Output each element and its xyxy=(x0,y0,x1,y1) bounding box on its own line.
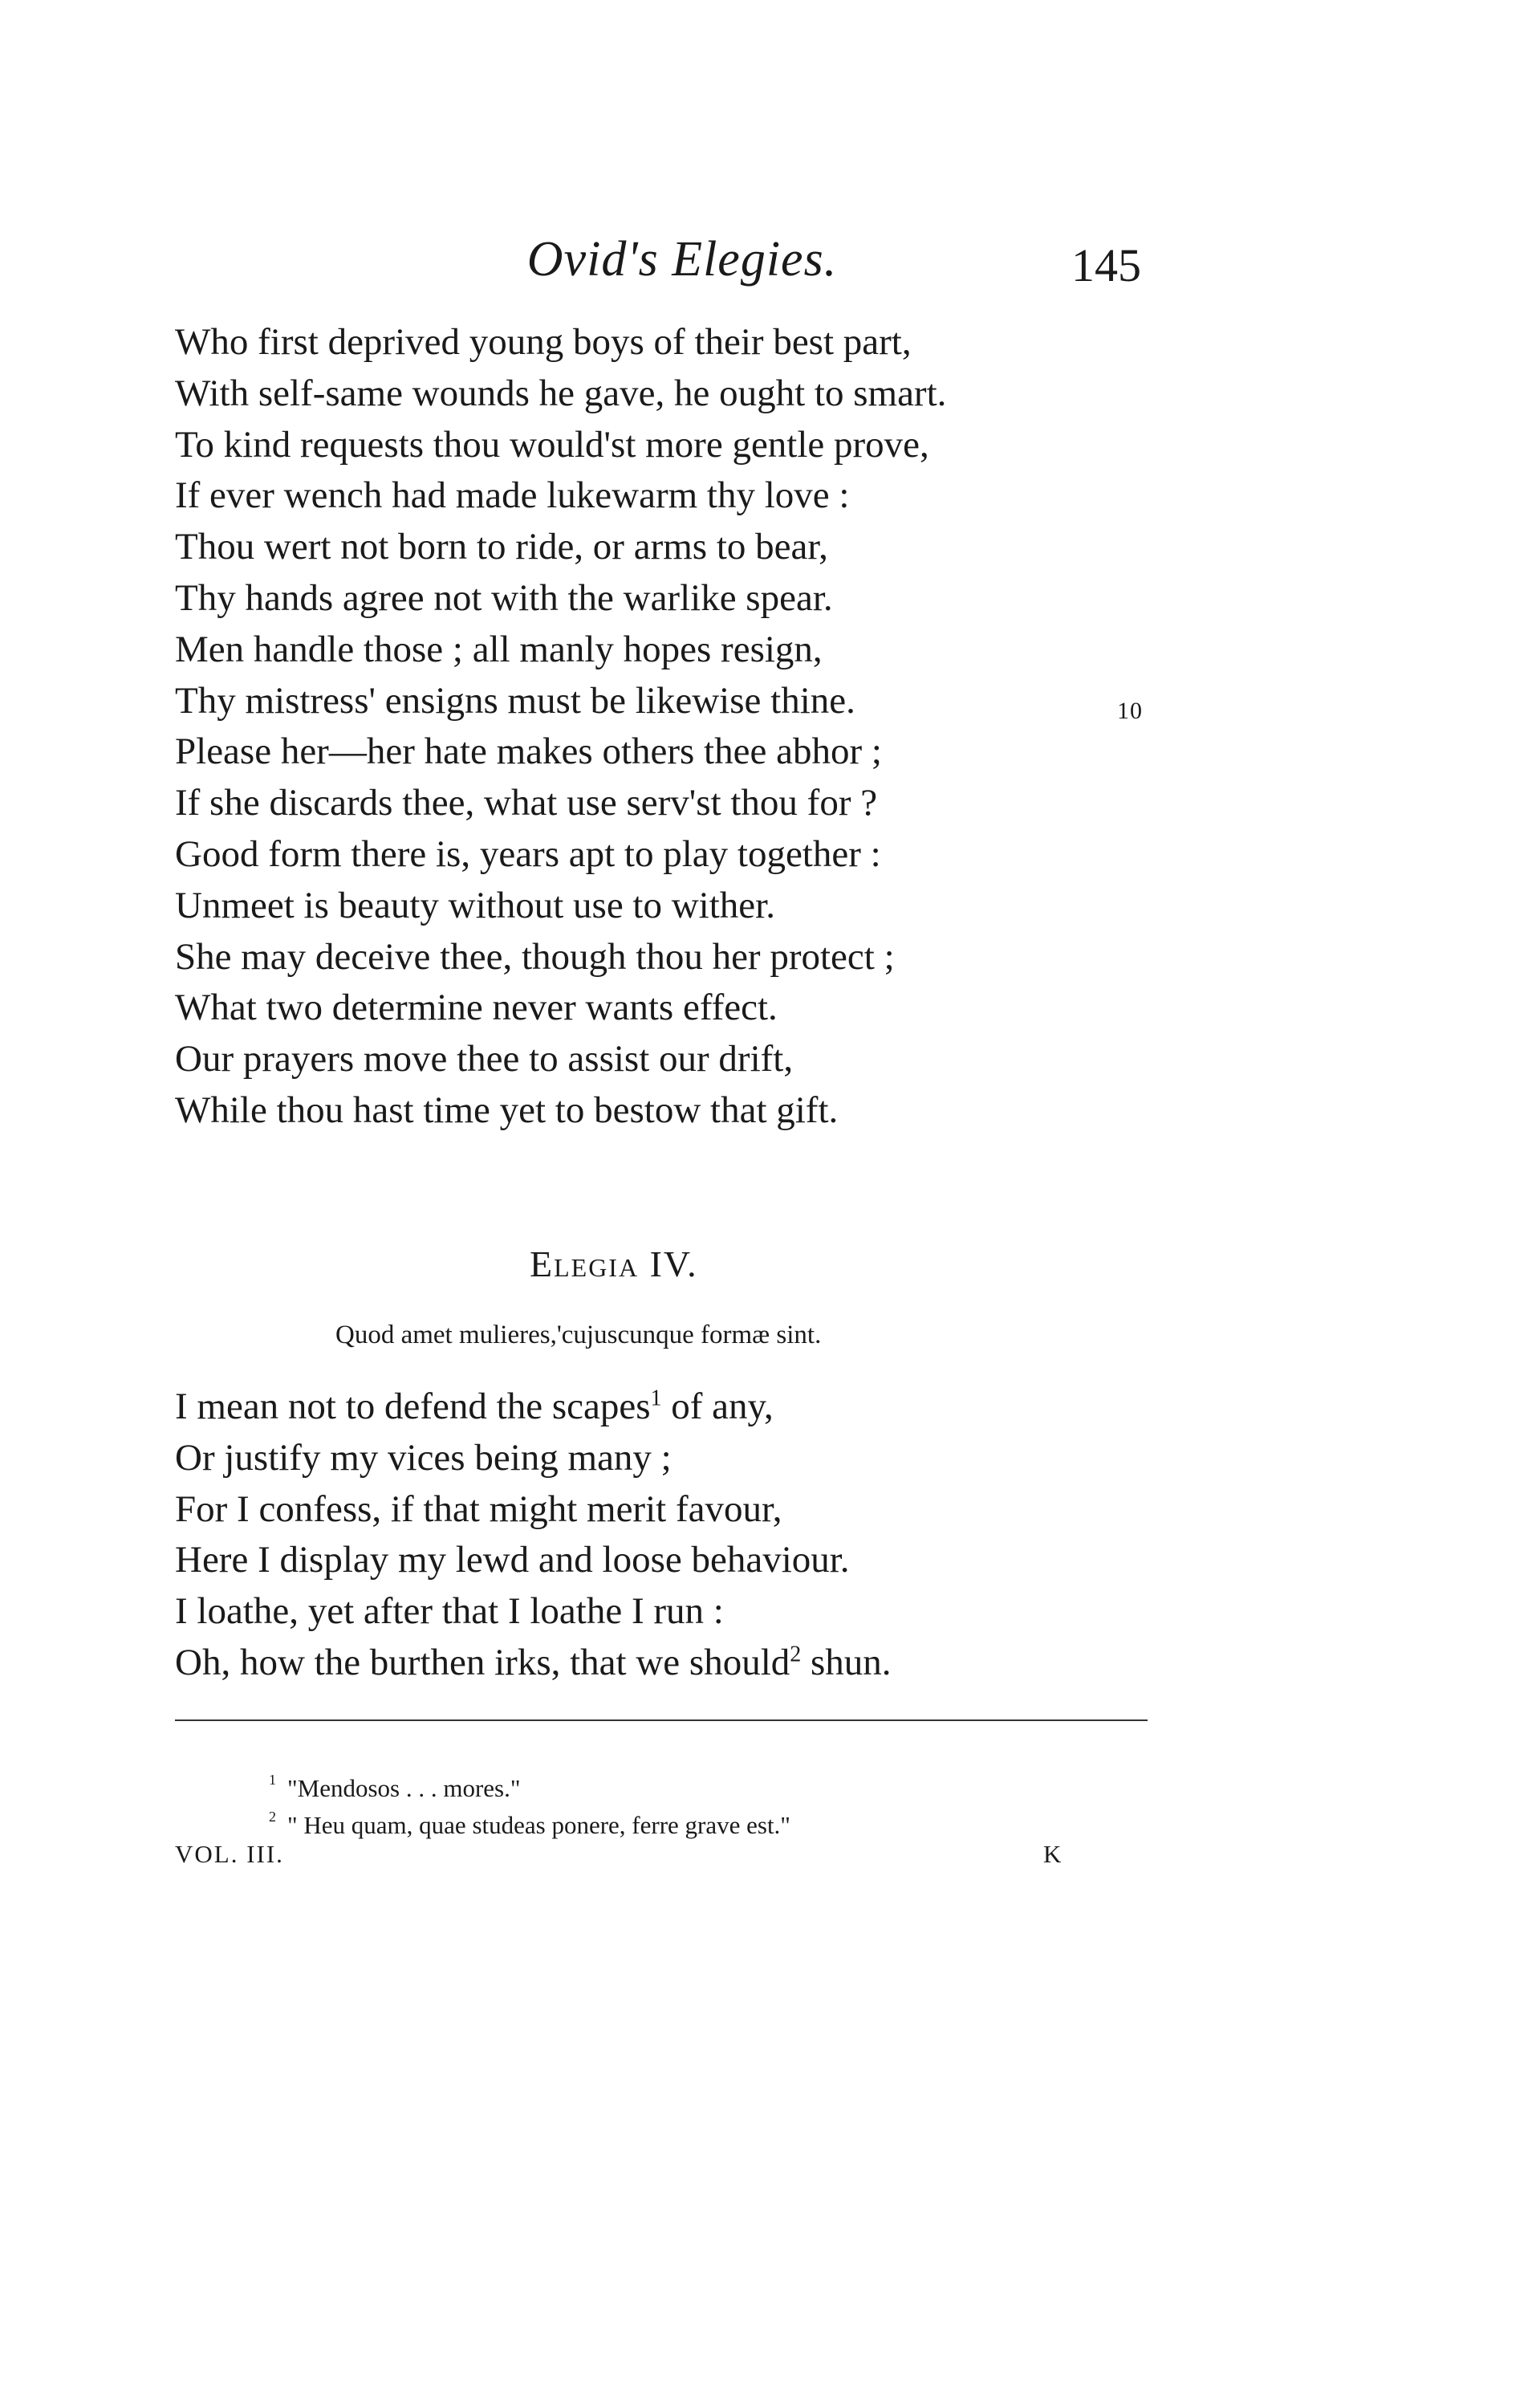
footnote-mark: 1 xyxy=(269,1772,276,1788)
verse-text: shun. xyxy=(801,1641,892,1683)
footnote-reference: 2 xyxy=(790,1642,802,1667)
verse-line: Here I display my lewd and loose behaviour. xyxy=(175,1539,850,1581)
verse-line: Unmeet is beauty without use to wither. xyxy=(175,884,775,926)
verse-line: Men handle those ; all manly hopes resign, xyxy=(175,628,823,670)
verse-line: For I confess, if that might merit favour, xyxy=(175,1487,782,1530)
verse-line xyxy=(175,1638,1138,1689)
running-title: Ovid's Elegies. xyxy=(526,232,838,287)
verse-line: Please her—her hate makes others thee abhor ; xyxy=(175,730,882,773)
section-heading xyxy=(530,1242,1011,1287)
section-heading-numeral: IV. xyxy=(649,1243,698,1284)
verse-line: She may deceive thee, though thou her protect ; xyxy=(175,935,895,978)
section-heading-word: Elegia xyxy=(530,1243,640,1284)
verse-line xyxy=(175,1382,1138,1433)
verse-text: Oh, how the burthen irks, that we should xyxy=(175,1641,790,1683)
footnote-mark: 2 xyxy=(269,1809,276,1825)
verse-text: of any, xyxy=(661,1386,774,1427)
verse-line: What two determine never wants effect. xyxy=(175,987,778,1029)
verse-line: If she discards thee, what use serv'st thou for ? xyxy=(175,782,878,824)
verse-line: With self-same wounds he gave, he ought to smart. xyxy=(175,372,947,414)
verse-block-bottom xyxy=(175,1382,1138,1689)
footnote-text: " Heu quam, quae studeas ponere, ferre grave est." xyxy=(287,1811,790,1839)
page-number: 145 xyxy=(1071,239,1141,291)
verse-line: Who first deprived young boys of their best part, xyxy=(175,321,912,363)
verse-line: While thou hast time yet to bestow that gift. xyxy=(175,1089,839,1131)
verse-line: Or justify my vices being many ; xyxy=(175,1436,672,1479)
verse-line: I loathe, yet after that I loathe I run : xyxy=(175,1590,724,1633)
line-number-marker: 10 xyxy=(1117,698,1143,724)
footnotes xyxy=(269,1770,790,1844)
footnote-text: "Mendosos . . . mores." xyxy=(287,1774,521,1802)
footnote xyxy=(269,1807,790,1844)
footnote-reference: 1 xyxy=(650,1386,662,1411)
verse-text: I mean not to defend the scapes xyxy=(175,1386,651,1427)
footnote-divider xyxy=(175,1719,1148,1721)
verse-line: If ever wench had made lukewarm thy love : xyxy=(175,474,850,517)
verse-line: Thou wert not born to ride, or arms to bear, xyxy=(175,526,828,568)
verse-block-top xyxy=(175,317,1138,1137)
verse-line: Thy hands agree not with the warlike spear. xyxy=(175,576,833,619)
verse-line: Good form there is, years apt to play together : xyxy=(175,832,881,875)
footnote xyxy=(269,1770,790,1807)
verse-line: Our prayers move thee to assist our drift, xyxy=(175,1038,794,1080)
volume-signature: VOL. III. xyxy=(175,1840,284,1868)
section-epigraph: Quod amet mulieres,'cujuscunque formæ sint. xyxy=(335,1321,822,1349)
verse-line: To kind requests thou would'st more gentle prove, xyxy=(175,423,929,466)
gathering-mark: K xyxy=(1043,1840,1062,1868)
verse-line: Thy mistress' ensigns must be likewise thine. xyxy=(175,679,855,722)
